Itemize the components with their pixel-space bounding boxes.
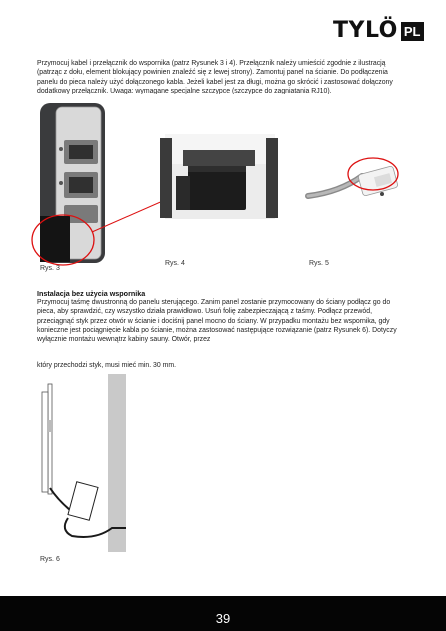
- language-badge: PL: [401, 22, 424, 41]
- figure-5-caption: Rys. 5: [309, 260, 329, 267]
- figure-5-connector-illustration: [308, 158, 398, 196]
- page-number: 39: [215, 611, 231, 626]
- section-paragraph: Przymocuj taśmę dwustronną do panelu sterującego. Zanim panel zostanie przymocowany do ściany podłącz go do pieca, aby sprawdzić, czy wszystko działa prawidłowo. Usuń folię zabezpieczającą z taśmy. Podłącz przewód, przeciągnąć styk przez otwór w ścianie i dociśnij panel mocno do ściany. W przypadku montażu bez wspornika, gdy konieczne jest pociągnięcie kabla po ścianie, można zastosować następujące rozwiązanie (patrz Rysunek 6). Dotyczy wyłącznie montażu wewnątrz kabiny sauny. Otwór, przez: [37, 299, 397, 344]
- figure-6-wall-installation-illustration: [42, 374, 126, 552]
- figure-3-caption: Rys. 3: [40, 265, 60, 272]
- figure-4-caption: Rys. 4: [165, 260, 185, 267]
- section-heading: Instalacja bez użycia wspornika: [37, 289, 146, 298]
- logo-wordmark: TYLÖ: [333, 18, 398, 43]
- figure-3-bracket-illustration: [32, 103, 105, 265]
- section-paragraph-continuation: który przechodzi styk, musi mieć min. 30 mm.: [37, 362, 176, 369]
- figure-4-switch-illustration: [160, 134, 278, 219]
- figure-6-caption: Rys. 6: [40, 556, 60, 563]
- intro-paragraph: Przymocuj kabel i przełącznik do wspornika (patrz Rysunek 3 i 4). Przełącznik należy umieścić zgodnie z ilustracją (patrząc z dołu, element blokujący powinien znaleźć się z lewej strony). Zamontuj panel na ścianie. Do podłączenia panelu do pieca należy użyć dołączonego kabla. Jeżeli kabel jest za długi, można go skrócić i zastosować dołączony dodatkowy przełącznik. Uwaga: wymagane specjalne szczypce (szczypce do zagniatania RJ10).: [37, 60, 393, 94]
